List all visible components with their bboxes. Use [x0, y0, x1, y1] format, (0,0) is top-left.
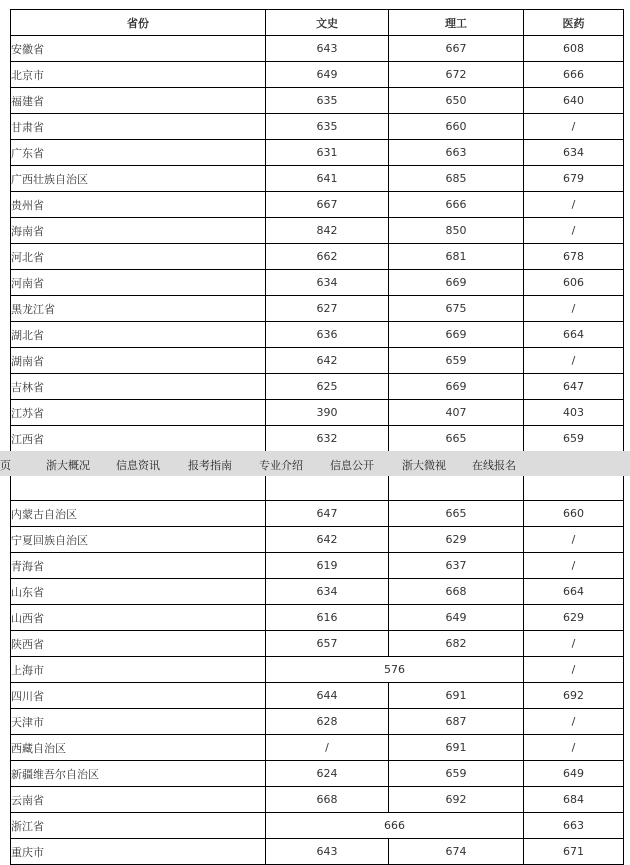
medicine-score-cell: 671 [524, 839, 624, 865]
science-score-cell: 682 [389, 631, 524, 657]
medicine-score-cell: 647 [524, 374, 624, 400]
header-science: 理工 [389, 10, 524, 36]
province-cell: 安徽省 [11, 36, 266, 62]
nav-bar [0, 451, 630, 476]
table-row [11, 244, 624, 270]
medicine-score-cell: / [524, 348, 624, 374]
table-row [11, 813, 624, 839]
province-cell: 湖南省 [11, 348, 266, 374]
liberal-arts-score-cell: 627 [266, 296, 389, 322]
medicine-score-cell: / [524, 553, 624, 579]
medicine-score-cell: 629 [524, 605, 624, 631]
province-cell: 湖北省 [11, 322, 266, 348]
liberal-arts-score-cell: 636 [266, 322, 389, 348]
province-cell: 四川省 [11, 683, 266, 709]
liberal-arts-score-cell: 657 [266, 631, 389, 657]
province-cell: 贵州省 [11, 192, 266, 218]
table-row [11, 36, 624, 62]
liberal-arts-score-cell: 644 [266, 683, 389, 709]
liberal-arts-score-cell: 619 [266, 553, 389, 579]
province-cell: 河南省 [11, 270, 266, 296]
province-cell: 福建省 [11, 88, 266, 114]
science-score-cell: 681 [389, 244, 524, 270]
table-row [11, 709, 624, 735]
table-row [11, 631, 624, 657]
combined-score-cell: 576 [266, 657, 524, 683]
liberal-arts-score-cell: 631 [266, 140, 389, 166]
province-cell: 河北省 [11, 244, 266, 270]
province-cell: 北京市 [11, 62, 266, 88]
medicine-score-cell: / [524, 735, 624, 761]
liberal-arts-score-cell [266, 475, 389, 501]
table-row [11, 501, 624, 527]
liberal-arts-score-cell: 635 [266, 88, 389, 114]
liberal-arts-score-cell: 643 [266, 36, 389, 62]
science-score-cell: 675 [389, 296, 524, 322]
nav-item-about[interactable]: 浙大概况 [46, 459, 90, 472]
science-score-cell: 659 [389, 348, 524, 374]
table-row [11, 761, 624, 787]
medicine-score-cell: / [524, 114, 624, 140]
liberal-arts-score-cell: 668 [266, 787, 389, 813]
medicine-score-cell: 606 [524, 270, 624, 296]
table-row [11, 114, 624, 140]
province-cell: 江西省 [11, 426, 266, 452]
science-score-cell: 668 [389, 579, 524, 605]
liberal-arts-score-cell: 662 [266, 244, 389, 270]
province-cell: 甘肃省 [11, 114, 266, 140]
nav-item-home[interactable]: 页 [0, 459, 11, 472]
medicine-score-cell: / [524, 218, 624, 244]
science-score-cell: 674 [389, 839, 524, 865]
science-score-cell: 665 [389, 426, 524, 452]
medicine-score-cell: 664 [524, 322, 624, 348]
medicine-score-cell: 678 [524, 244, 624, 270]
science-score-cell [389, 475, 524, 501]
medicine-score-cell: 660 [524, 501, 624, 527]
province-cell: 青海省 [11, 553, 266, 579]
nav-item-video[interactable]: 浙大微视 [402, 459, 446, 472]
header-medicine: 医药 [524, 10, 624, 36]
province-cell: 上海市 [11, 657, 266, 683]
science-score-cell: 667 [389, 36, 524, 62]
medicine-score-cell: 634 [524, 140, 624, 166]
liberal-arts-score-cell: 667 [266, 192, 389, 218]
medicine-score-cell: 679 [524, 166, 624, 192]
liberal-arts-score-cell: 649 [266, 62, 389, 88]
table-row [11, 426, 624, 452]
medicine-score-cell: 649 [524, 761, 624, 787]
medicine-score-cell: 403 [524, 400, 624, 426]
science-score-cell: 685 [389, 166, 524, 192]
table-row [11, 475, 624, 501]
province-cell: 黑龙江省 [11, 296, 266, 322]
medicine-score-cell: / [524, 296, 624, 322]
medicine-score-cell [524, 475, 624, 501]
science-score-cell: 672 [389, 62, 524, 88]
medicine-score-cell: / [524, 527, 624, 553]
science-score-cell: 691 [389, 683, 524, 709]
province-cell: 山西省 [11, 605, 266, 631]
liberal-arts-score-cell: 628 [266, 709, 389, 735]
table-row [11, 527, 624, 553]
liberal-arts-score-cell: / [266, 735, 389, 761]
science-score-cell: 691 [389, 735, 524, 761]
province-cell: 云南省 [11, 787, 266, 813]
province-cell: 浙江省 [11, 813, 266, 839]
liberal-arts-score-cell: 634 [266, 579, 389, 605]
table-row [11, 166, 624, 192]
liberal-arts-score-cell: 634 [266, 270, 389, 296]
header-province: 省份 [11, 10, 266, 36]
province-cell: 吉林省 [11, 374, 266, 400]
science-score-cell: 660 [389, 114, 524, 140]
province-cell: 天津市 [11, 709, 266, 735]
liberal-arts-score-cell: 635 [266, 114, 389, 140]
medicine-score-cell: 663 [524, 813, 624, 839]
science-score-cell: 692 [389, 787, 524, 813]
medicine-score-cell: 608 [524, 36, 624, 62]
science-score-cell: 850 [389, 218, 524, 244]
table-row [11, 735, 624, 761]
province-cell: 海南省 [11, 218, 266, 244]
header-liberal-arts: 文史 [266, 10, 389, 36]
liberal-arts-score-cell: 643 [266, 839, 389, 865]
province-cell: 西藏自治区 [11, 735, 266, 761]
combined-score-cell: 666 [266, 813, 524, 839]
medicine-score-cell: / [524, 192, 624, 218]
medicine-score-cell: 666 [524, 62, 624, 88]
liberal-arts-score-cell: 842 [266, 218, 389, 244]
admission-score-table-top [10, 9, 624, 452]
liberal-arts-score-cell: 616 [266, 605, 389, 631]
medicine-score-cell: 664 [524, 579, 624, 605]
table-row [11, 192, 624, 218]
science-score-cell: 650 [389, 88, 524, 114]
medicine-score-cell: / [524, 631, 624, 657]
medicine-score-cell: 640 [524, 88, 624, 114]
province-cell: 陕西省 [11, 631, 266, 657]
table-row [11, 657, 624, 683]
table-row [11, 579, 624, 605]
liberal-arts-score-cell: 624 [266, 761, 389, 787]
nav-item-apply[interactable]: 在线报名 [472, 459, 516, 472]
table-row [11, 839, 624, 865]
science-score-cell: 649 [389, 605, 524, 631]
nav-item-guide[interactable]: 报考指南 [188, 459, 232, 472]
liberal-arts-score-cell: 625 [266, 374, 389, 400]
liberal-arts-score-cell: 390 [266, 400, 389, 426]
science-score-cell: 665 [389, 501, 524, 527]
province-cell: 内蒙古自治区 [11, 501, 266, 527]
science-score-cell: 629 [389, 527, 524, 553]
science-score-cell: 666 [389, 192, 524, 218]
table-row [11, 140, 624, 166]
nav-item-news[interactable]: 信息资讯 [116, 459, 160, 472]
science-score-cell: 407 [389, 400, 524, 426]
table-row [11, 62, 624, 88]
liberal-arts-score-cell: 642 [266, 527, 389, 553]
table-row [11, 683, 624, 709]
medicine-score-cell: / [524, 709, 624, 735]
science-score-cell: 687 [389, 709, 524, 735]
liberal-arts-score-cell: 641 [266, 166, 389, 192]
table-row [11, 348, 624, 374]
medicine-score-cell: 684 [524, 787, 624, 813]
table-row [11, 296, 624, 322]
province-cell [11, 475, 266, 501]
province-cell: 宁夏回族自治区 [11, 527, 266, 553]
science-score-cell: 669 [389, 270, 524, 296]
science-score-cell: 669 [389, 374, 524, 400]
admission-score-table-bottom [10, 474, 624, 865]
medicine-score-cell: 692 [524, 683, 624, 709]
table-row [11, 787, 624, 813]
nav-item-disclosure[interactable]: 信息公开 [330, 459, 374, 472]
table-row [11, 553, 624, 579]
province-cell: 广东省 [11, 140, 266, 166]
table-row [11, 88, 624, 114]
table-row [11, 605, 624, 631]
table-row [11, 374, 624, 400]
nav-item-majors[interactable]: 专业介绍 [259, 459, 303, 472]
medicine-score-cell: 659 [524, 426, 624, 452]
province-cell: 重庆市 [11, 839, 266, 865]
medicine-score-cell: / [524, 657, 624, 683]
science-score-cell: 669 [389, 322, 524, 348]
province-cell: 江苏省 [11, 400, 266, 426]
table-row [11, 218, 624, 244]
table-row [11, 322, 624, 348]
province-cell: 山东省 [11, 579, 266, 605]
province-cell: 广西壮族自治区 [11, 166, 266, 192]
table-header-row [11, 10, 624, 36]
liberal-arts-score-cell: 642 [266, 348, 389, 374]
table-row [11, 270, 624, 296]
science-score-cell: 659 [389, 761, 524, 787]
liberal-arts-score-cell: 632 [266, 426, 389, 452]
science-score-cell: 663 [389, 140, 524, 166]
province-cell: 新疆维吾尔自治区 [11, 761, 266, 787]
liberal-arts-score-cell: 647 [266, 501, 389, 527]
science-score-cell: 637 [389, 553, 524, 579]
table-row [11, 400, 624, 426]
